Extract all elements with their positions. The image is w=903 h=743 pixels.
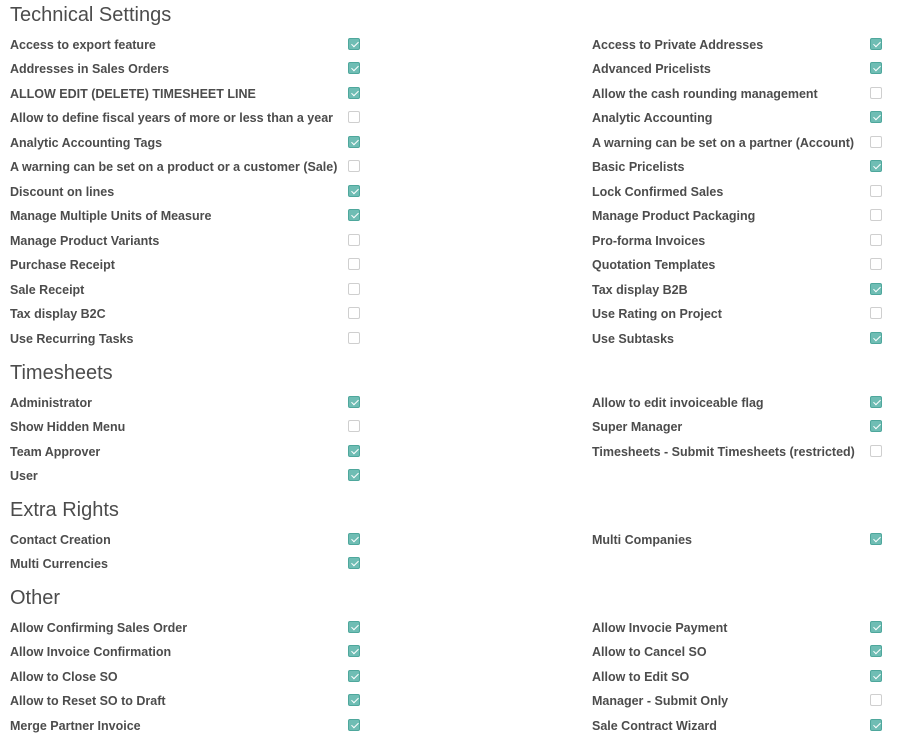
- setting-label: Analytic Accounting: [592, 111, 713, 125]
- setting-row: [592, 618, 882, 638]
- setting-row: [10, 108, 360, 128]
- setting-row: [592, 667, 882, 687]
- checkbox[interactable]: [348, 62, 360, 74]
- setting-row: [592, 206, 882, 226]
- setting-row: [10, 35, 360, 55]
- setting-row: [592, 59, 882, 79]
- checkbox[interactable]: [348, 445, 360, 457]
- setting-label: Team Approver: [10, 445, 101, 459]
- setting-label: Administrator: [10, 396, 92, 410]
- setting-row: [592, 393, 882, 413]
- checkbox[interactable]: [870, 645, 882, 657]
- setting-row: [10, 304, 360, 324]
- setting-row: [592, 108, 882, 128]
- setting-label: Allow the cash rounding management: [592, 87, 818, 101]
- section-title-other: Other: [10, 587, 61, 609]
- setting-label: Allow Invoice Confirmation: [10, 645, 172, 659]
- setting-row: [10, 206, 360, 226]
- setting-label: Allow to Edit SO: [592, 670, 690, 684]
- checkbox[interactable]: [348, 533, 360, 545]
- setting-row: [592, 255, 882, 275]
- setting-label: Tax display B2B: [592, 283, 688, 297]
- setting-row: [10, 182, 360, 202]
- checkbox[interactable]: [870, 185, 882, 197]
- setting-label: Allow to edit invoiceable flag: [592, 396, 764, 410]
- checkbox[interactable]: [870, 38, 882, 50]
- setting-row: [592, 231, 882, 251]
- setting-row: [10, 618, 360, 638]
- setting-label: Purchase Receipt: [10, 258, 115, 272]
- checkbox[interactable]: [348, 694, 360, 706]
- checkbox[interactable]: [870, 160, 882, 172]
- checkbox[interactable]: [870, 694, 882, 706]
- setting-label: Allow to define fiscal years of more or less than a year: [10, 111, 334, 125]
- setting-label: Allow Invocie Payment: [592, 621, 728, 635]
- setting-label: Multi Currencies: [10, 557, 108, 571]
- checkbox[interactable]: [348, 209, 360, 221]
- setting-label: Contact Creation: [10, 533, 111, 547]
- setting-label: Pro-forma Invoices: [592, 234, 706, 248]
- checkbox[interactable]: [870, 111, 882, 123]
- setting-label: Analytic Accounting Tags: [10, 136, 163, 150]
- checkbox[interactable]: [870, 396, 882, 408]
- checkbox[interactable]: [348, 670, 360, 682]
- checkbox[interactable]: [870, 234, 882, 246]
- setting-label: Allow to Cancel SO: [592, 645, 707, 659]
- checkbox[interactable]: [870, 62, 882, 74]
- checkbox[interactable]: [348, 396, 360, 408]
- checkbox[interactable]: [348, 136, 360, 148]
- setting-row: [10, 716, 360, 736]
- checkbox[interactable]: [870, 332, 882, 344]
- checkbox[interactable]: [348, 469, 360, 481]
- checkbox[interactable]: [348, 557, 360, 569]
- checkbox[interactable]: [870, 420, 882, 432]
- setting-row: [592, 642, 882, 662]
- setting-label: Use Subtasks: [592, 332, 674, 346]
- checkbox[interactable]: [348, 719, 360, 731]
- checkbox[interactable]: [348, 111, 360, 123]
- checkbox[interactable]: [870, 209, 882, 221]
- setting-label: A warning can be set on a product or a customer (Sale): [10, 160, 338, 174]
- setting-row: [592, 182, 882, 202]
- checkbox[interactable]: [348, 234, 360, 246]
- checkbox[interactable]: [870, 621, 882, 633]
- section-title-technical-settings: Technical Settings: [10, 4, 172, 26]
- setting-label: Super Manager: [592, 420, 683, 434]
- setting-row: [592, 329, 882, 349]
- checkbox[interactable]: [348, 645, 360, 657]
- setting-row: [10, 442, 360, 462]
- section-title-timesheets: Timesheets: [10, 362, 113, 384]
- checkbox[interactable]: [348, 420, 360, 432]
- setting-label: Discount on lines: [10, 185, 115, 199]
- setting-row: [592, 35, 882, 55]
- setting-row: [10, 157, 360, 177]
- setting-label: Use Rating on Project: [592, 307, 722, 321]
- setting-label: Manage Multiple Units of Measure: [10, 209, 212, 223]
- setting-row: [10, 84, 360, 104]
- setting-label: Allow to Close SO: [10, 670, 118, 684]
- setting-label: Multi Companies: [592, 533, 693, 547]
- setting-row: [10, 417, 360, 437]
- setting-row: [592, 530, 882, 550]
- checkbox[interactable]: [348, 87, 360, 99]
- setting-label: Manager - Submit Only: [592, 694, 729, 708]
- setting-label: Tax display B2C: [10, 307, 106, 321]
- setting-label: Merge Partner Invoice: [10, 719, 141, 733]
- setting-row: [592, 716, 882, 736]
- checkbox[interactable]: [870, 283, 882, 295]
- setting-label: Basic Pricelists: [592, 160, 685, 174]
- checkbox[interactable]: [870, 533, 882, 545]
- setting-row: [592, 304, 882, 324]
- setting-label: ALLOW EDIT (DELETE) TIMESHEET LINE: [10, 87, 256, 101]
- setting-row: [592, 133, 882, 153]
- setting-row: [592, 417, 882, 437]
- checkbox[interactable]: [870, 87, 882, 99]
- setting-label: Sale Receipt: [10, 283, 85, 297]
- setting-label: Access to Private Addresses: [592, 38, 764, 52]
- setting-label: Sale Contract Wizard: [592, 719, 717, 733]
- setting-label: Access to export feature: [10, 38, 156, 52]
- setting-label: Allow to Reset SO to Draft: [10, 694, 166, 708]
- checkbox[interactable]: [870, 258, 882, 270]
- setting-row: [10, 133, 360, 153]
- setting-label: Show Hidden Menu: [10, 420, 126, 434]
- setting-label: Manage Product Variants: [10, 234, 160, 248]
- setting-row: [10, 642, 360, 662]
- setting-label: Use Recurring Tasks: [10, 332, 134, 346]
- checkbox[interactable]: [870, 445, 882, 457]
- checkbox[interactable]: [870, 307, 882, 319]
- setting-row: [10, 59, 360, 79]
- checkbox[interactable]: [348, 258, 360, 270]
- setting-label: A warning can be set on a partner (Account): [592, 136, 855, 150]
- setting-row: [10, 280, 360, 300]
- checkbox[interactable]: [348, 621, 360, 633]
- section-title-extra-rights: Extra Rights: [10, 499, 119, 521]
- setting-label: Addresses in Sales Orders: [10, 62, 170, 76]
- checkbox[interactable]: [348, 160, 360, 172]
- setting-row: [592, 442, 882, 462]
- setting-row: [10, 231, 360, 251]
- setting-row: [10, 530, 360, 550]
- setting-row: [10, 329, 360, 349]
- setting-label: Lock Confirmed Sales: [592, 185, 724, 199]
- setting-row: [592, 157, 882, 177]
- checkbox[interactable]: [348, 307, 360, 319]
- checkbox[interactable]: [870, 136, 882, 148]
- setting-row: [592, 280, 882, 300]
- setting-label: Timesheets - Submit Timesheets (restricted): [592, 445, 855, 459]
- setting-label: Advanced Pricelists: [592, 62, 711, 76]
- checkbox[interactable]: [348, 283, 360, 295]
- setting-row: [592, 691, 882, 711]
- checkbox[interactable]: [348, 38, 360, 50]
- setting-row: [10, 691, 360, 711]
- setting-row: [10, 466, 360, 486]
- setting-label: Allow Confirming Sales Order: [10, 621, 188, 635]
- setting-label: Manage Product Packaging: [592, 209, 756, 223]
- checkbox[interactable]: [348, 185, 360, 197]
- setting-row: [10, 393, 360, 413]
- checkbox[interactable]: [348, 332, 360, 344]
- checkbox[interactable]: [870, 719, 882, 731]
- setting-row: [592, 84, 882, 104]
- setting-row: [10, 255, 360, 275]
- setting-label: Quotation Templates: [592, 258, 716, 272]
- setting-row: [10, 554, 360, 574]
- checkbox[interactable]: [870, 670, 882, 682]
- setting-label: User: [10, 469, 38, 483]
- setting-row: [10, 667, 360, 687]
